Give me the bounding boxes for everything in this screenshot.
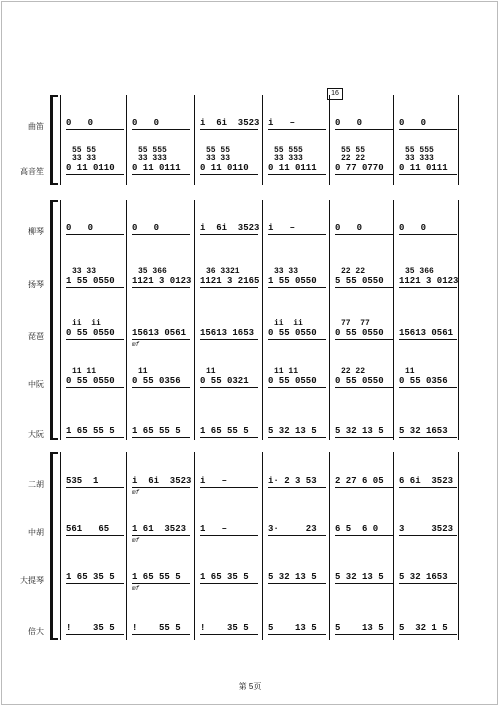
beam-line [200, 487, 258, 488]
harmony-notes: 11 [138, 367, 148, 376]
notation: 1 65 35 5 [200, 572, 249, 582]
bar-line [194, 200, 195, 440]
beam-line [132, 387, 190, 388]
bar-line [393, 452, 394, 640]
measure [130, 258, 196, 292]
measure [397, 605, 463, 639]
notation: 0 55 0550 [66, 328, 115, 338]
notation: 15613 0561 [399, 328, 454, 338]
measure [198, 100, 264, 134]
bracket-end [50, 95, 58, 97]
measure [266, 408, 332, 442]
instrument-label: 琵琶 [28, 332, 44, 341]
instrument-label: 中胡 [28, 528, 44, 537]
bar-line [60, 200, 61, 440]
bar-line [126, 95, 127, 185]
measure [198, 358, 264, 392]
beam-line [66, 437, 124, 438]
notation: 0 77 0770 [335, 163, 384, 173]
notation: 0 55 0321 [200, 376, 249, 386]
notation: 1121 3 0123 [132, 276, 192, 286]
measure [266, 145, 332, 179]
staff-row [0, 506, 500, 544]
bar-line [329, 452, 330, 640]
notation: 5 13 5 [268, 623, 317, 633]
beam-line [200, 174, 258, 175]
staff-row [0, 310, 500, 348]
beam-line [200, 129, 258, 130]
beam-line [200, 535, 258, 536]
bracket-end [50, 638, 58, 640]
instrument-label: 大阮 [28, 430, 44, 439]
measure [333, 408, 399, 442]
harmony-notes: 11 11 [72, 367, 97, 376]
measure [64, 458, 130, 492]
notation: 0 55 0356 [399, 376, 448, 386]
measure [198, 408, 264, 442]
measure [130, 605, 196, 639]
notation: 5 32 1 5 [399, 623, 448, 633]
beam-line [399, 174, 457, 175]
beam-line [335, 387, 393, 388]
notation: 1121 3 2165 [200, 276, 260, 286]
notation: 1 – [200, 524, 228, 534]
measure [64, 408, 130, 442]
notation: ! 55 5 [132, 623, 181, 633]
harmony-notes: ii ii [72, 319, 101, 328]
measure [130, 205, 196, 239]
measure [130, 310, 196, 348]
bar-line [329, 95, 330, 185]
notation: 5 32 1653 [399, 426, 448, 436]
bracket-end [50, 452, 58, 454]
beam-line [132, 287, 190, 288]
notation: 0 11 0111 [132, 163, 181, 173]
instrument-label: 倍大 [28, 627, 44, 636]
harmony-notes: 22 22 [341, 154, 366, 163]
beam-line [268, 634, 326, 635]
measure [266, 205, 332, 239]
notation: 15613 1653 [200, 328, 255, 338]
notation: 5 32 13 5 [335, 572, 384, 582]
measure [64, 554, 130, 588]
notation: 6 5 6 0 [335, 524, 379, 534]
harmony-notes: 11 11 [274, 367, 299, 376]
measure [397, 205, 463, 239]
staff-row [0, 100, 500, 134]
measure [397, 100, 463, 134]
beam-line [66, 339, 124, 340]
instrument-label: 中阮 [28, 380, 44, 389]
measure [397, 310, 463, 344]
notation: 3 3523 [399, 524, 454, 534]
notation: 0 11 0110 [66, 163, 115, 173]
beam-line [132, 437, 190, 438]
beam-line [335, 535, 393, 536]
notation: 0 0 [335, 223, 363, 233]
instrument-label: 曲笛 [28, 122, 44, 131]
bracket-end [50, 438, 58, 440]
notation: 5 13 5 [335, 623, 384, 633]
beam-line [132, 339, 190, 340]
measure [64, 258, 130, 292]
measure [130, 145, 196, 179]
measure [397, 554, 463, 588]
beam-line [268, 234, 326, 235]
harmony-notes: 33 33 [206, 154, 231, 163]
beam-line [335, 339, 393, 340]
notation: i – [200, 476, 228, 486]
notation: 1 61 3523 [132, 524, 187, 534]
notation: 6 6i 3523 [399, 476, 454, 486]
measure [333, 605, 399, 639]
staff-row [0, 605, 500, 639]
notation: 1 65 55 5 [66, 426, 115, 436]
notation: 5 32 13 5 [335, 426, 384, 436]
measure [198, 205, 264, 239]
upper-harmony-notes: 55 555 [138, 146, 167, 155]
rehearsal-mark: 16 [327, 88, 343, 100]
measure [266, 605, 332, 639]
notation: 0 0 [66, 223, 94, 233]
staff-row [0, 458, 500, 496]
beam-line [399, 234, 457, 235]
notation: 0 0 [399, 223, 427, 233]
beam-line [335, 174, 393, 175]
staff-row [0, 258, 500, 292]
bar-line [262, 95, 263, 185]
notation: 0 11 0111 [399, 163, 448, 173]
beam-line [200, 437, 258, 438]
beam-line [335, 634, 393, 635]
measure [198, 506, 264, 540]
measure [64, 100, 130, 134]
notation: 0 55 0356 [132, 376, 181, 386]
beam-line [268, 583, 326, 584]
staff-row [0, 358, 500, 392]
notation: i 6i 3523 [132, 476, 192, 486]
notation: 5 32 1653 [399, 572, 448, 582]
beam-line [66, 634, 124, 635]
measure [333, 258, 399, 292]
measure [130, 458, 196, 496]
beam-line [335, 583, 393, 584]
beam-line [66, 583, 124, 584]
notation: 1 55 0550 [66, 276, 115, 286]
bar-line [126, 452, 127, 640]
page-footer: 第 5页 [238, 682, 262, 691]
bar-line [262, 200, 263, 440]
harmony-notes: 33 333 [274, 154, 303, 163]
beam-line [399, 287, 457, 288]
beam-line [268, 535, 326, 536]
measure [130, 506, 196, 544]
bar-line [194, 95, 195, 185]
beam-line [66, 234, 124, 235]
measure [64, 310, 130, 344]
bar-line [458, 95, 459, 185]
measure [64, 358, 130, 392]
beam-line [268, 437, 326, 438]
instrument-label: 二胡 [28, 480, 44, 489]
bar-line [60, 452, 61, 640]
measure [266, 554, 332, 588]
notation: i – [268, 118, 296, 128]
beam-line [66, 174, 124, 175]
measure [130, 408, 196, 442]
notation: 0 55 0550 [335, 328, 384, 338]
beam-line [335, 487, 393, 488]
notation: 0 55 0550 [335, 376, 384, 386]
notation: i 6i 3523 [200, 118, 260, 128]
harmony-notes: 35 366 [138, 267, 167, 276]
system-bracket [50, 95, 53, 185]
notation: 0 0 [132, 223, 160, 233]
notation: 1121 3 0123 [399, 276, 459, 286]
beam-line [66, 535, 124, 536]
beam-line [399, 487, 457, 488]
measure [333, 205, 399, 239]
notation: i· 2 3 53 [268, 476, 317, 486]
instrument-label: 大提琴 [20, 576, 44, 585]
upper-harmony-notes: 55 555 [405, 146, 434, 155]
measure [333, 554, 399, 588]
harmony-notes: 33 33 [72, 267, 97, 276]
bracket-end [50, 200, 58, 202]
notation: 0 55 0550 [66, 376, 115, 386]
notation: ! 35 5 [200, 623, 249, 633]
measure [397, 258, 463, 292]
harmony-notes: 11 [206, 367, 216, 376]
beam-line [132, 129, 190, 130]
measure [397, 358, 463, 392]
notation: 561 65 [66, 524, 110, 534]
notation: 0 55 0550 [268, 328, 317, 338]
measure [130, 554, 196, 592]
beam-line [66, 287, 124, 288]
harmony-notes: 11 [405, 367, 415, 376]
harmony-notes: 33 333 [138, 154, 167, 163]
notation: 0 0 [66, 118, 94, 128]
measure [130, 100, 196, 134]
beam-line [132, 535, 190, 536]
harmony-notes: 36 3321 [206, 267, 240, 276]
beam-line [399, 339, 457, 340]
beam-line [132, 583, 190, 584]
upper-harmony-notes: 55 555 [274, 146, 303, 155]
beam-line [66, 487, 124, 488]
harmony-notes: ii ii [274, 319, 303, 328]
beam-line [399, 583, 457, 584]
system-bracket [50, 200, 53, 440]
instrument-label: 高音笙 [20, 167, 44, 176]
beam-line [132, 634, 190, 635]
bar-line [126, 200, 127, 440]
measure [333, 310, 399, 344]
measure [64, 605, 130, 639]
dynamic-marking: mf [132, 489, 140, 496]
bar-line [329, 200, 330, 440]
harmony-notes: 22 22 [341, 367, 366, 376]
staff-row [0, 205, 500, 239]
bracket-end [50, 183, 58, 185]
beam-line [268, 487, 326, 488]
harmony-notes: 22 22 [341, 267, 366, 276]
notation: ! 35 5 [66, 623, 115, 633]
notation: 0 55 0550 [268, 376, 317, 386]
beam-line [200, 387, 258, 388]
harmony-notes: 35 366 [405, 267, 434, 276]
measure [130, 358, 196, 392]
notation: 1 55 0550 [268, 276, 317, 286]
beam-line [399, 535, 457, 536]
notation: i 6i 3523 [200, 223, 260, 233]
notation: 0 0 [335, 118, 363, 128]
instrument-label: 扬琴 [28, 280, 44, 289]
measure [333, 100, 399, 134]
notation: 15613 0561 [132, 328, 187, 338]
measure [64, 506, 130, 540]
notation: 5 32 13 5 [268, 572, 317, 582]
notation: 0 11 0111 [268, 163, 317, 173]
beam-line [66, 387, 124, 388]
bar-line [60, 95, 61, 185]
staff-row [0, 554, 500, 592]
beam-line [200, 339, 258, 340]
beam-line [268, 287, 326, 288]
measure [198, 258, 264, 292]
harmony-notes: 33 33 [72, 154, 97, 163]
dynamic-marking: mf [132, 341, 140, 348]
measure [266, 310, 332, 344]
measure [198, 310, 264, 344]
bar-line [393, 95, 394, 185]
beam-line [335, 129, 393, 130]
beam-line [335, 437, 393, 438]
measure [397, 506, 463, 540]
measure [198, 145, 264, 179]
notation: 2 27 6 05 [335, 476, 384, 486]
dynamic-marking: mf [132, 585, 140, 592]
notation: 5 55 0550 [335, 276, 384, 286]
upper-harmony-notes: 55 55 [72, 146, 97, 155]
beam-line [200, 583, 258, 584]
measure [198, 605, 264, 639]
notation: 0 11 0110 [200, 163, 249, 173]
measure [397, 145, 463, 179]
staff-row [0, 408, 500, 442]
notation: 1 65 35 5 [66, 572, 115, 582]
beam-line [399, 387, 457, 388]
notation: 1 65 55 5 [132, 572, 181, 582]
measure [198, 554, 264, 588]
system-bracket [50, 452, 53, 640]
dynamic-marking: mf [132, 537, 140, 544]
notation: i – [268, 223, 296, 233]
beam-line [132, 487, 190, 488]
notation: 1 65 55 5 [132, 426, 181, 436]
instrument-label: 柳琴 [28, 227, 44, 236]
beam-line [268, 387, 326, 388]
beam-line [268, 339, 326, 340]
measure [266, 100, 332, 134]
bar-line [262, 452, 263, 640]
measure [64, 145, 130, 179]
measure [64, 205, 130, 239]
bar-line [194, 452, 195, 640]
bar-line [458, 200, 459, 440]
notation: 5 32 13 5 [268, 426, 317, 436]
measure [266, 358, 332, 392]
bar-line [393, 200, 394, 440]
staff-row [0, 145, 500, 179]
measure [266, 506, 332, 540]
measure [266, 458, 332, 492]
measure [333, 506, 399, 540]
harmony-notes: 33 333 [405, 154, 434, 163]
beam-line [132, 234, 190, 235]
upper-harmony-notes: 55 55 [341, 146, 366, 155]
measure [397, 408, 463, 442]
notation: 0 0 [132, 118, 160, 128]
beam-line [200, 287, 258, 288]
harmony-notes: 77 77 [341, 319, 370, 328]
measure [333, 145, 399, 179]
measure [397, 458, 463, 492]
beam-line [335, 287, 393, 288]
measure [198, 458, 264, 492]
beam-line [335, 234, 393, 235]
beam-line [66, 129, 124, 130]
bar-line [458, 452, 459, 640]
notation: 535 1 [66, 476, 99, 486]
notation: 3· 23 [268, 524, 317, 534]
beam-line [200, 634, 258, 635]
beam-line [399, 437, 457, 438]
notation: 0 0 [399, 118, 427, 128]
upper-harmony-notes: 55 55 [206, 146, 231, 155]
beam-line [268, 174, 326, 175]
beam-line [132, 174, 190, 175]
harmony-notes: 33 33 [274, 267, 299, 276]
notation: 1 65 55 5 [200, 426, 249, 436]
beam-line [399, 129, 457, 130]
beam-line [200, 234, 258, 235]
beam-line [399, 634, 457, 635]
beam-line [268, 129, 326, 130]
measure [266, 258, 332, 292]
measure [333, 358, 399, 392]
measure [333, 458, 399, 492]
